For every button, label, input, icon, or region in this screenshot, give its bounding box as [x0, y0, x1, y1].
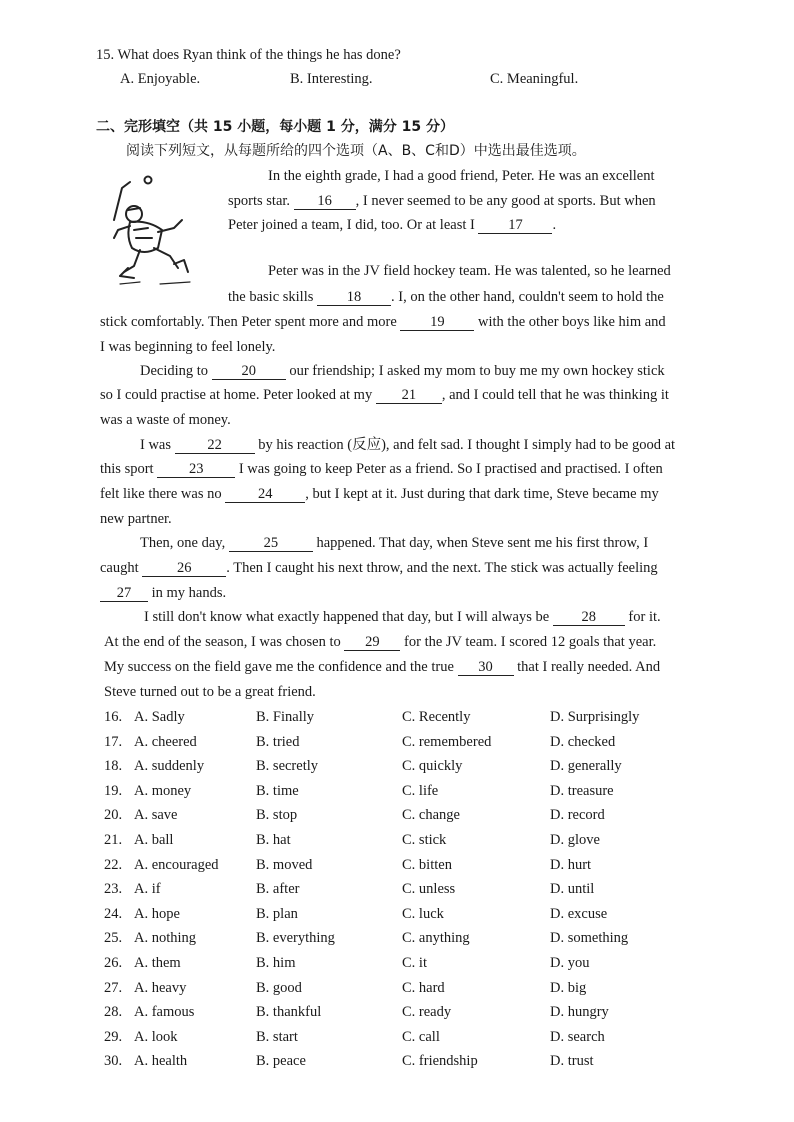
option-d: D. trust: [550, 1053, 594, 1070]
option-c: C. friendship: [402, 1053, 478, 1070]
passage-text: happened. That day, when Steve sent me his first throw, I: [316, 535, 649, 551]
passage-text: I was: [140, 437, 172, 453]
option-d: D. search: [550, 1028, 605, 1045]
option-b: B. time: [256, 782, 299, 799]
passage-line: [140, 362, 665, 380]
q15-option-b: B. Interesting.: [290, 71, 373, 87]
option-c: C. hard: [402, 979, 445, 996]
option-d: D. something: [550, 930, 629, 947]
section-heading: 二、完形填空（共 15 小题，每小题 1 分，满分 15 分）: [96, 119, 454, 135]
option-b: B. hat: [256, 832, 291, 848]
option-d: D. excuse: [550, 905, 608, 922]
passage-text: My success on the field gave me the confidence and the true: [104, 659, 454, 675]
passage-text: sports star.: [228, 193, 291, 209]
passage-line: [100, 485, 659, 503]
option-number: 21.: [104, 832, 123, 848]
passage-line: [228, 216, 556, 234]
blank-19: 19: [400, 314, 474, 331]
option-d: D. generally: [550, 758, 622, 775]
option-a: A. cheered: [134, 733, 197, 750]
blank-23: 23: [157, 461, 235, 478]
option-b: B. him: [256, 955, 296, 971]
option-number: 20.: [104, 807, 123, 824]
option-d: D. big: [550, 979, 587, 996]
option-a: A. ball: [134, 832, 174, 848]
option-number: 22.: [104, 856, 123, 873]
passage-line: [100, 584, 226, 602]
option-number: 17.: [104, 733, 123, 750]
passage-line: [104, 658, 660, 676]
passage-text: Deciding to: [140, 363, 209, 379]
option-c: C. anything: [402, 930, 470, 947]
option-c: C. stick: [402, 832, 447, 848]
option-a: A. money: [134, 782, 192, 799]
blank-20: 20: [212, 363, 286, 380]
option-number: 23.: [104, 881, 123, 898]
blank-26: 26: [142, 560, 226, 577]
passage-text: our friendship; I asked my mom to buy me my own hockey stick: [289, 363, 665, 379]
option-b: B. start: [256, 1028, 298, 1045]
passage-text: Peter joined a team, I did, too. Or at least I: [228, 217, 475, 233]
blank-27: 27: [100, 585, 148, 602]
passage-text: by his reaction (反应), and felt sad. I thought I simply had to be good at: [258, 437, 676, 453]
passage-text: so I could practise at home. Peter looked at my: [100, 387, 373, 403]
passage-line: [104, 633, 656, 651]
passage-text: with the other boys like him and: [478, 314, 666, 330]
option-a: A. save: [134, 807, 178, 824]
option-number: 30.: [104, 1053, 123, 1070]
option-a: A. heavy: [134, 979, 187, 996]
option-a: A. Sadly: [134, 709, 185, 725]
option-c: C. remembered: [402, 733, 492, 750]
blank-21: 21: [376, 387, 442, 404]
option-c: C. call: [402, 1028, 440, 1045]
passage-text: I still don't know what exactly happened that day, but I will always be: [144, 609, 550, 625]
passage-line: In the eighth grade, I had a good friend, Peter. He was an excellent: [268, 168, 655, 184]
passage-line: [228, 192, 656, 210]
blank-30: 30: [458, 659, 514, 676]
passage-line: [228, 288, 664, 306]
option-b: B. Finally: [256, 709, 315, 725]
option-number: 26.: [104, 955, 123, 971]
passage-line: [144, 608, 661, 626]
option-d: D. treasure: [550, 782, 614, 799]
option-number: 27.: [104, 979, 123, 996]
passage-line: [100, 460, 663, 478]
option-b: B. tried: [256, 733, 300, 750]
option-b: B. after: [256, 881, 300, 898]
blank-17: 17: [478, 217, 552, 234]
passage-text: caught: [100, 560, 139, 576]
blank-16: 16: [294, 193, 356, 210]
blank-24: 24: [225, 486, 305, 503]
passage-line: [100, 313, 666, 331]
passage-text: felt like there was no: [100, 486, 222, 502]
question-15: 15. What does Ryan think of the things he has done?: [96, 47, 401, 63]
passage-text: this sport: [100, 461, 154, 477]
option-d: D. until: [550, 881, 595, 898]
option-d: D. hungry: [550, 1004, 609, 1021]
passage-line: was a waste of money.: [100, 412, 231, 428]
passage-text: Then, one day,: [140, 535, 226, 551]
passage-line: [140, 436, 675, 454]
option-b: B. plan: [256, 905, 298, 922]
option-b: B. good: [256, 979, 302, 996]
option-c: C. quickly: [402, 758, 463, 775]
option-c: C. change: [402, 807, 460, 824]
option-d: D. record: [550, 807, 605, 824]
option-b: B. thankful: [256, 1004, 322, 1021]
option-a: A. them: [134, 955, 181, 971]
option-d: D. you: [550, 955, 590, 971]
option-number: 25.: [104, 930, 123, 947]
option-d: D. glove: [550, 832, 600, 848]
option-a: A. suddenly: [134, 758, 205, 775]
passage-text: .: [552, 217, 557, 233]
option-number: 29.: [104, 1028, 123, 1045]
passage-line: Peter was in the JV field hockey team. He was talented, so he learned: [268, 263, 671, 279]
passage-text: in my hands.: [151, 585, 227, 601]
q15-option-c: C. Meaningful.: [490, 71, 579, 87]
option-b: B. peace: [256, 1053, 306, 1070]
option-b: B. moved: [256, 856, 313, 873]
option-c: C. Recently: [402, 709, 471, 725]
passage-text: , I never seemed to be any good at sports. But when: [355, 193, 656, 209]
passage-line: [100, 559, 658, 577]
option-a: A. hope: [134, 905, 180, 922]
option-a: A. if: [134, 881, 161, 898]
option-d: D. hurt: [550, 856, 592, 873]
passage-text: the basic skills: [228, 289, 314, 305]
option-number: 24.: [104, 905, 123, 922]
blank-18: 18: [317, 289, 391, 306]
q15-option-a: A. Enjoyable.: [120, 71, 201, 87]
option-number: 16.: [104, 709, 123, 725]
passage-line: I was beginning to feel lonely.: [100, 339, 276, 355]
option-number: 18.: [104, 758, 123, 775]
passage-text: , and I could tell that he was thinking it: [441, 387, 669, 403]
passage-line: Steve turned out to be a great friend.: [104, 684, 316, 700]
hockey-player-illustration: [100, 168, 212, 288]
option-a: A. famous: [134, 1004, 195, 1021]
option-c: C. bitten: [402, 856, 452, 873]
option-a: A. health: [134, 1053, 188, 1070]
passage-text: At the end of the season, I was chosen to: [104, 634, 341, 650]
passage-text: . I, on the other hand, couldn't seem to hold the: [391, 289, 664, 305]
passage-text: , but I kept at it. Just during that dark time, Steve became my: [305, 486, 659, 502]
passage-text: for it.: [628, 609, 661, 625]
passage-text: I was going to keep Peter as a friend. So I practised and practised. I often: [238, 461, 663, 477]
option-b: B. everything: [256, 930, 335, 947]
blank-22: 22: [175, 437, 255, 454]
option-a: A. look: [134, 1028, 178, 1045]
blank-28: 28: [553, 609, 625, 626]
passage-text: . Then I caught his next throw, and the next. The stick was actually feeling: [226, 560, 658, 576]
option-c: C. it: [402, 955, 427, 971]
option-c: C. luck: [402, 905, 444, 922]
passage-text: that I really needed. And: [517, 659, 661, 675]
passage-text: for the JV team. I scored 12 goals that year.: [404, 634, 657, 650]
passage-line: new partner.: [100, 511, 172, 527]
section-instruction: 阅读下列短文，从每题所给的四个选项（A、B、C和D）中选出最佳选项。: [126, 143, 586, 159]
option-b: B. secretly: [256, 758, 319, 775]
option-d: D. checked: [550, 733, 616, 750]
passage-line: [100, 386, 669, 404]
blank-25: 25: [229, 535, 313, 552]
option-a: A. nothing: [134, 930, 197, 947]
option-number: 19.: [104, 782, 123, 799]
passage-text: stick comfortably. Then Peter spent more and more: [100, 314, 397, 330]
option-c: C. unless: [402, 881, 456, 898]
option-number: 28.: [104, 1004, 123, 1021]
passage-line: [140, 534, 648, 552]
option-b: B. stop: [256, 807, 298, 824]
blank-29: 29: [344, 634, 400, 651]
option-c: C. life: [402, 782, 439, 799]
option-c: C. ready: [402, 1004, 452, 1021]
option-d: D. Surprisingly: [550, 709, 640, 725]
option-a: A. encouraged: [134, 856, 219, 873]
